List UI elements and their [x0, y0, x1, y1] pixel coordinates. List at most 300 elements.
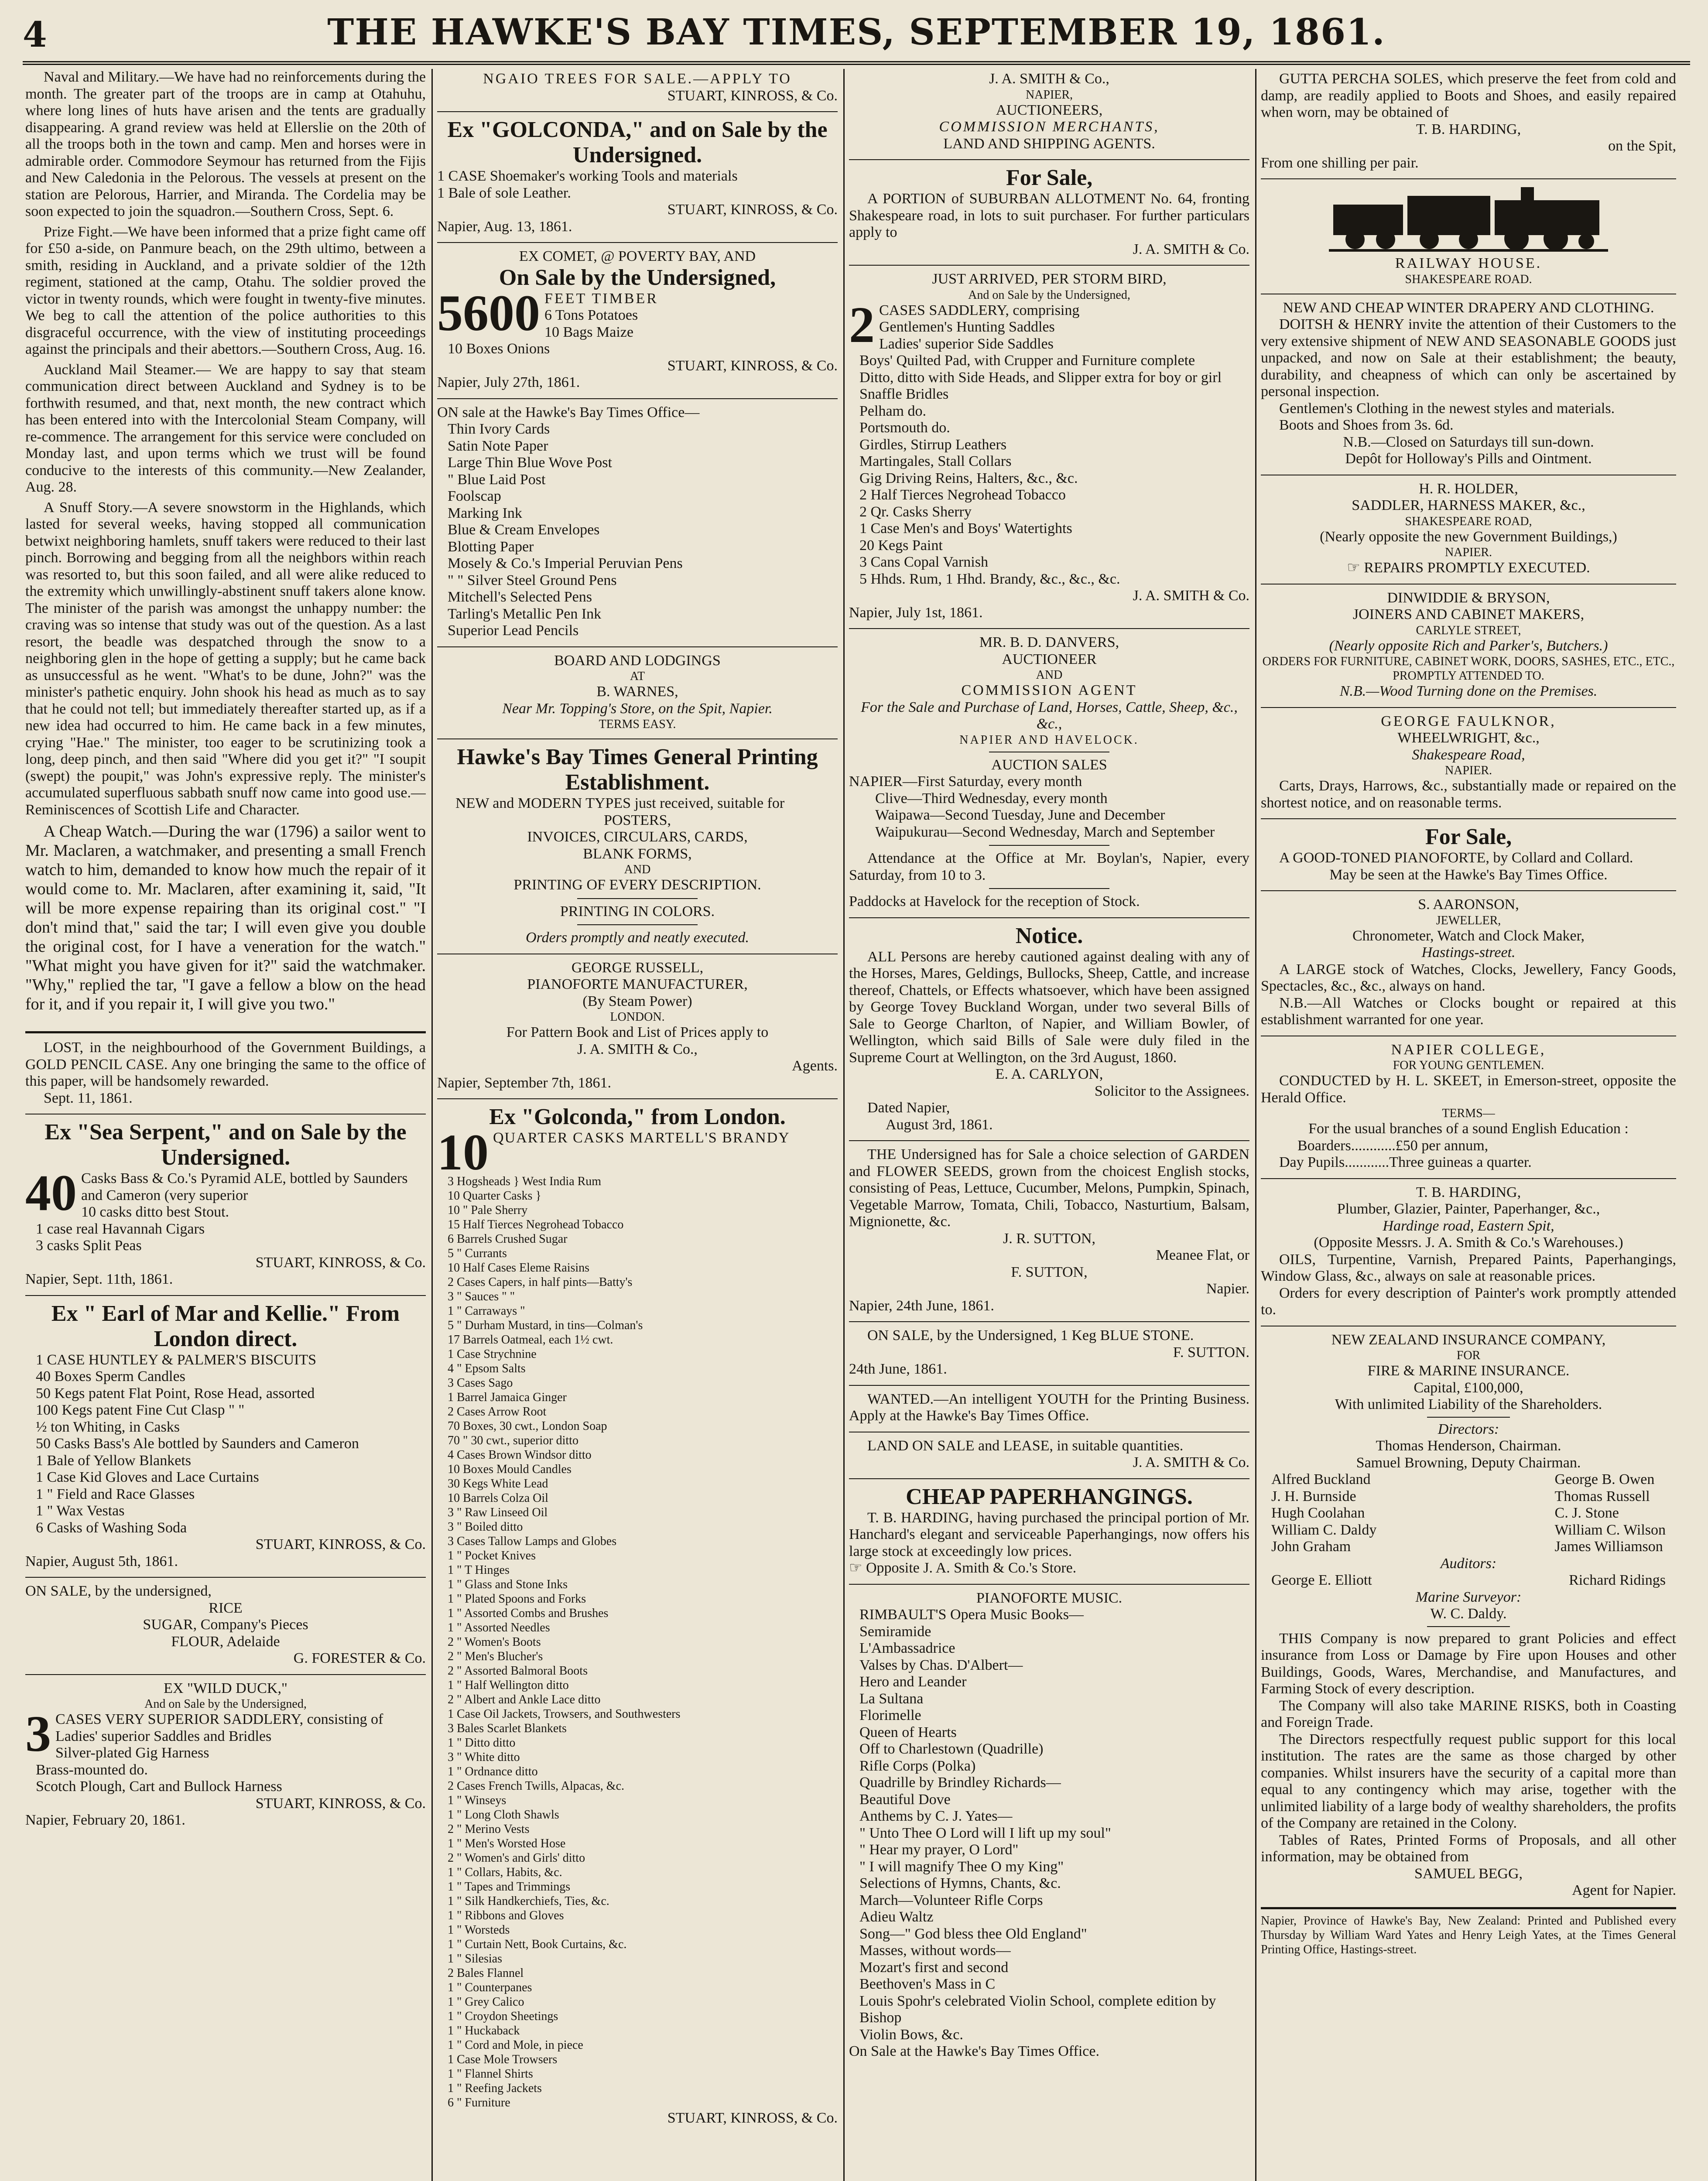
ad-text: ORDERS FOR FURNITURE, CABINET WORK, DOORS, SASHES, ETC., ETC., PROMPTLY ATTENDED TO. — [1262, 655, 1675, 683]
list-item: Blotting Paper — [448, 538, 534, 555]
item-list — [437, 421, 838, 639]
list-item: Snaffle Bridles — [859, 386, 949, 402]
ad-aaronson — [1261, 895, 1676, 1032]
ad-text: For the Sale and Purchase of Land, Horses, Cattle, Sheep, &c., &c., — [861, 699, 1238, 732]
ad-address: Hardinge road, Eastern Spit, — [1383, 1217, 1554, 1234]
list-item: Brass-mounted do. — [36, 1761, 148, 1778]
list-item: Scotch Plough, Cart and Bullock Harness — [36, 1778, 282, 1795]
ad-heading: EX "WILD DUCK," — [164, 1680, 288, 1696]
item-list — [849, 1607, 1249, 2043]
column-rule — [431, 69, 433, 2181]
divider — [849, 265, 1249, 266]
list-item: Ladies' superior Saddles and Bridles — [55, 1728, 272, 1744]
list-item: 2 " Assorted Balmoral Boots — [448, 1664, 588, 1678]
ad-text: THIS Company is now prepared to grant Policies and effect insurance from Loss or Damage by Fire upon Houses and other Buildings, Goods, Wares, Merchandise, and Manufactures, and Farming Stock of every description. — [1261, 1630, 1676, 1697]
ad-text: A LARGE stock of Watches, Clocks, Jewellery, Fancy Goods, Spectacles, &c., &c., always on hand. — [1261, 961, 1676, 994]
newspaper-title: THE HAWKE'S BAY TIMES, SEPTEMBER 19, 1861. — [327, 11, 1386, 53]
list-item: 10 " Pale Sherry — [448, 1203, 528, 1217]
list-item: 1 " Long Cloth Shawls — [448, 1808, 559, 1822]
divider — [1261, 890, 1676, 891]
ad-heading: PIANOFORTE MUSIC. — [976, 1590, 1123, 1606]
divider — [437, 398, 838, 399]
ad-subheading: FIRE & MARINE INSURANCE. — [1367, 1363, 1570, 1379]
masthead — [23, 10, 1690, 65]
lost-date: Sept. 11, 1861. — [44, 1090, 133, 1106]
ad-text: NEW and MODERN TYPES just received, suitable for — [455, 795, 785, 811]
list-item: Song—" God bless thee Old England" — [859, 1925, 1087, 1942]
list-item: Hugh Coolahan — [1271, 1505, 1365, 1521]
list-item: 1 Bale of sole Leather. — [437, 185, 571, 201]
list-item: 10 Boxes Onions — [448, 341, 550, 357]
column-rule — [1255, 69, 1256, 2181]
list-item: 1 " T Hinges — [448, 1563, 510, 1577]
ad-text: N.B.—Closed on Saturdays till sun-down. — [1343, 434, 1594, 450]
list-item: Adieu Waltz — [859, 1909, 934, 1925]
ad-signature: STUART, KINROSS, & Co. — [255, 1795, 426, 1812]
list-item: BLANK FORMS, — [583, 845, 692, 862]
divider — [25, 1031, 426, 1033]
list-item: Waipawa—Second Tuesday, June and December — [875, 807, 1165, 823]
list-item: 1 " Flannel Shirts — [448, 2067, 533, 2081]
list-item: Gig Driving Reins, Halters, &c., &c. — [859, 470, 1078, 486]
ad-sea-serpent — [25, 1118, 426, 1292]
divider — [1427, 1417, 1510, 1418]
list-item: 2 " Merino Vests — [448, 1822, 530, 1836]
list-item: 3 Cases Sago — [448, 1376, 513, 1390]
ad-text: Gentlemen's Clothing in the newest styles and materials. — [1279, 400, 1615, 417]
ad-date: Napier, August 5th, 1861. — [25, 1553, 178, 1569]
ad-winter-drapery — [1261, 298, 1676, 471]
ad-text: Carts, Drays, Harrows, &c., substantially made or repaired on the shortest notice, and on reasonable terms. — [1261, 778, 1676, 811]
divider — [849, 159, 1249, 160]
ad-comet — [437, 246, 838, 395]
list-item: 50 Kegs patent Flat Point, Rose Head, assorted — [36, 1385, 315, 1402]
ad-text: Directors: — [1438, 1421, 1499, 1437]
list-item: Richard Ridings — [1569, 1572, 1666, 1588]
list-item: 4 " Epsom Salts — [448, 1362, 526, 1375]
directors-right — [1555, 1471, 1666, 1555]
divider — [25, 1577, 426, 1578]
ad-text: AUCTIONEERS, — [996, 102, 1103, 118]
list-item: Portsmouth do. — [859, 420, 950, 436]
locomotive-icon — [1329, 187, 1608, 253]
ad-text: Solicitor to the Assignees. — [1094, 1083, 1249, 1099]
ad-text: AND — [1036, 668, 1063, 682]
ad-text: Thomas Henderson, Chairman. — [1376, 1438, 1561, 1454]
ad-board-lodgings — [437, 651, 838, 735]
divider — [1261, 1178, 1676, 1179]
list-item: Thin Ivory Cards — [448, 421, 550, 437]
ad-heading: Ex "Golconda," from London. — [489, 1104, 786, 1129]
divider — [1261, 1907, 1676, 1909]
ad-text: (Nearly opposite Rich and Parker's, Butchers.) — [1329, 637, 1608, 654]
list-item: PRINTING OF EVERY DESCRIPTION. — [513, 877, 761, 893]
ad-heading: AUCTION SALES — [991, 756, 1107, 773]
list-item: 10 Barrels Colza Oil — [448, 1491, 548, 1505]
list-item: " Blue Laid Post — [448, 471, 546, 488]
ad-signature: E. A. CARLYON, — [995, 1066, 1103, 1082]
pointing-hand-icon: ☞ — [1347, 560, 1364, 576]
ad-text: COMMISSION AGENT — [961, 682, 1137, 698]
ad-subheading: JOINERS AND CABINET MAKERS, — [1352, 606, 1585, 622]
ad-dinwiddie — [1261, 588, 1676, 704]
item-list — [25, 1352, 426, 1537]
list-item: Anthems by C. J. Yates— — [859, 1808, 1013, 1824]
column-3 — [849, 69, 1249, 2181]
list-item: James Williamson — [1554, 1538, 1663, 1555]
ad-text: Samuel Browning, Deputy Chairman. — [1356, 1454, 1581, 1471]
ad-signature: J. R. SUTTON, — [1003, 1230, 1095, 1247]
ad-text: ALL Persons are hereby cautioned against dealing with any of the Horses, Mares, Geldings, Bullocks, Sheep, Cattle, and increase thereof, Chattels, or Effects whatsoever, which have been assigned by George Tovey Buckland Worgan, under two several Bills of Sale to George Charlton, of Napier, and William Bowler, of Wellington, which said Bills of Sale were duly filed in the Supreme Court at Wellington, on the 3rd August, 1860. — [849, 948, 1249, 1066]
ad-text: FOR — [1456, 1349, 1481, 1362]
ad-text: AUCTIONEER — [1002, 651, 1097, 667]
list-item: ½ ton Whiting, in Casks — [36, 1419, 180, 1435]
ad-harding-plumber — [1261, 1183, 1676, 1322]
ad-heading: For Sale, — [1006, 165, 1093, 190]
ad-signature: STUART, KINROSS, & Co. — [255, 1536, 426, 1552]
list-item: Mozart's first and second — [859, 1959, 1009, 1976]
list-item: 5 " Currants — [448, 1247, 507, 1260]
ad-wild-duck — [25, 1678, 426, 1832]
list-item: CASES VERY SUPERIOR SADDLERY, consisting of — [55, 1711, 383, 1727]
list-item: " I will magnify Thee O my King" — [859, 1858, 1064, 1875]
ad-danvers — [849, 632, 1249, 914]
list-item: Marking Ink — [448, 505, 522, 521]
list-item: 4 Cases Brown Windsor ditto — [448, 1448, 592, 1462]
list-item: 10 casks ditto best Stout. — [81, 1204, 229, 1220]
divider — [989, 845, 1109, 846]
list-item: George B. Owen — [1554, 1471, 1655, 1487]
list-item: 1 CASE HUNTLEY & PALMER'S BISCUITS — [36, 1351, 317, 1368]
list-item: 3 Bales Scarlet Blankets — [448, 1722, 567, 1735]
ad-text: NAPIER AND HAVELOCK. — [959, 733, 1139, 747]
ad-text: Orders for every description of Painter's work promptly attended to. — [1261, 1285, 1676, 1318]
ad-text: GUTTA PERCHA SOLES, which preserve the feet from cold and damp, are readily applied to Boots and Shoes, and easily repaired when worn, may be obtained of — [1261, 71, 1676, 120]
ad-text: PRINTING IN COLORS. — [560, 903, 715, 920]
list-item: Florimelle — [859, 1707, 921, 1723]
list-item: 10 Half Cases Eleme Raisins — [448, 1261, 590, 1275]
ad-wanted — [849, 1389, 1249, 1428]
ad-heading: J. A. SMITH & Co., — [989, 71, 1109, 87]
ad-heading: Hawke's Bay Times General Printing Establishment. — [457, 745, 818, 795]
list-item: 10 Bags Maize — [544, 324, 633, 340]
ad-text: NAPIER, — [1025, 88, 1073, 102]
list-item: SUGAR, Company's Pieces — [143, 1617, 308, 1633]
list-item: FEET TIMBER — [544, 290, 658, 307]
ad-address: Opposite J. A. Smith & Co.'s Store. — [866, 1560, 1077, 1576]
ad-number: 3 — [25, 1705, 51, 1762]
ad-text: N.B.—All Watches or Clocks bought or repaired at this establishment warranted for one year. — [1261, 995, 1676, 1028]
list-item: 1 Case Men's and Boys' Watertights — [859, 520, 1072, 537]
ad-date: 24th June, 1861. — [849, 1361, 947, 1377]
ad-signature: J. A. SMITH & Co., — [577, 1041, 698, 1057]
item-list — [25, 1705, 426, 1795]
divider — [989, 888, 1109, 889]
divider — [577, 924, 697, 925]
ad-heading: S. AARONSON, — [1418, 896, 1519, 913]
list-item: 1 " Tapes and Trimmings — [448, 1880, 571, 1894]
list-item: 1 " Counterpanes — [448, 1981, 532, 1994]
ad-text: From one shilling per pair. — [1261, 154, 1419, 171]
list-item: 5 " Durham Mustard, in tins—Colman's — [448, 1319, 643, 1332]
divider — [849, 1478, 1249, 1479]
list-item: Blue & Cream Envelopes — [448, 522, 600, 538]
ad-subheading: And on Sale by the Undersigned, — [968, 288, 1130, 302]
ad-text: Agents. — [792, 1058, 838, 1074]
ad-text: Boots and Shoes from 3s. 6d. — [1279, 417, 1454, 433]
ad-text: For the usual branches of a sound English Education : — [1308, 1121, 1629, 1137]
list-item: 10 Quarter Casks } — [448, 1189, 541, 1203]
list-item: RICE — [209, 1600, 243, 1616]
list-item: 1 " Glass and Stone Inks — [448, 1578, 568, 1591]
ad-heading: GEORGE FAULKNOR, — [1381, 713, 1556, 729]
ad-text: AT — [630, 670, 645, 683]
ad-number: 40 — [25, 1164, 77, 1221]
list-item: Louis Spohr's celebrated Violin School, complete edition by Bishop — [859, 1993, 1216, 2026]
list-item: 1 " Carraways " — [448, 1304, 525, 1318]
ad-heading: H. R. HOLDER, — [1419, 480, 1518, 497]
list-item: Martingales, Stall Collars — [859, 453, 1012, 469]
list-item: Masses, without words— — [859, 1942, 1011, 1959]
ad-signature: STUART, KINROSS, & Co. — [667, 87, 838, 104]
ad-signature: STUART, KINROSS, & Co. — [667, 357, 838, 374]
ad-text: (Opposite Messrs. J. A. Smith & Co.'s Warehouses.) — [1314, 1234, 1623, 1251]
list-item: 1 " Plated Spoons and Forks — [448, 1592, 586, 1606]
list-item: Girdles, Stirrup Leathers — [859, 436, 1007, 453]
divider — [25, 1295, 426, 1296]
list-item: 1 " Half Wellington ditto — [448, 1678, 569, 1692]
ad-subheading: WHEELWRIGHT, &c., — [1397, 730, 1540, 746]
list-item: AND — [624, 863, 651, 876]
ad-earl-of-mar — [25, 1299, 426, 1574]
list-item: 1 " Silesias — [448, 1952, 502, 1966]
ad-heading: For Sale, — [1425, 824, 1512, 849]
list-item: 1 " Ribbons and Gloves — [448, 1909, 564, 1922]
ad-date: August 3rd, 1861. — [886, 1116, 993, 1133]
ad-subheading: And on Sale by the Undersigned, — [144, 1697, 307, 1711]
list-item: 6 Barrels Crushed Sugar — [448, 1232, 568, 1246]
list-item: Gentlemen's Hunting Saddles — [879, 319, 1055, 335]
ad-heading: T. B. HARDING, — [1416, 1184, 1521, 1200]
ad-subheading: On Sale by the Undersigned, — [499, 265, 776, 290]
ad-text: Auditors: — [1440, 1555, 1497, 1572]
ad-seeds — [849, 1145, 1249, 1318]
divider — [437, 646, 838, 647]
list-item: 2 Bales Flannel — [448, 1966, 524, 1980]
ad-name: B. WARNES, — [596, 684, 678, 700]
divider — [577, 898, 697, 899]
list-item: Tarling's Metallic Pen Ink — [448, 605, 602, 622]
list-item: 6 Casks of Washing Soda — [36, 1519, 187, 1536]
list-item: Ladies' superior Side Saddles — [879, 335, 1054, 352]
list-item: 1 Barrel Jamaica Ginger — [448, 1391, 567, 1404]
list-item: 2 Qr. Casks Sherry — [859, 503, 972, 520]
list-item: Casks Bass & Co.'s Pyramid ALE, bottled by Saunders and Cameron (very superior — [81, 1170, 408, 1203]
ad-text: WANTED.—An intelligent YOUTH for the Printing Business. Apply at the Hawke's Bay Times Office. — [849, 1391, 1249, 1424]
ad-date: Napier, July 27th, 1861. — [437, 374, 580, 390]
list-item: 1 Bale of Yellow Blankets — [36, 1452, 192, 1469]
ad-text: (By Steam Power) — [582, 993, 692, 1009]
ad-text: LAND ON SALE and LEASE, in suitable quantities. — [867, 1437, 1184, 1454]
divider — [849, 1584, 1249, 1585]
ad-text: NGAIO TREES FOR SALE.—APPLY TO — [483, 71, 792, 87]
list-item: 3 " Sauces " " — [448, 1290, 515, 1303]
divider — [849, 1140, 1249, 1141]
ad-napier-college — [1261, 1040, 1676, 1175]
list-item: 2 " Women's Boots — [448, 1635, 541, 1649]
ad-lost-pencil — [25, 1038, 426, 1110]
list-item: 17 Barrels Oatmeal, each 1½ cwt. — [448, 1333, 613, 1347]
list-item: " Unto Thee O Lord will I lift up my soul" — [859, 1825, 1111, 1841]
list-item: Semiramide — [859, 1623, 931, 1640]
ad-signature: J. A. SMITH & Co. — [1133, 1454, 1249, 1470]
divider — [437, 242, 838, 243]
ad-address: Hastings-street. — [1421, 944, 1516, 961]
list-item: Large Thin Blue Wove Post — [448, 455, 612, 471]
list-item: 1 " Worsteds — [448, 1923, 510, 1937]
page-number: 4 — [23, 14, 47, 55]
item-list — [25, 1164, 426, 1255]
divider — [1427, 1626, 1510, 1627]
divider — [849, 1385, 1249, 1386]
ad-subheading: PIANOFORTE MANUFACTURER, — [527, 976, 748, 992]
list-item: George E. Elliott — [1271, 1572, 1372, 1588]
pointing-hand-icon: ☞ — [849, 1560, 866, 1576]
ad-text: T. B. HARDING, having purchased the principal portion of Mr. Hanchard's elegant and serviceable Paperhangings, now offers his large stock at exceedingly low prices. — [849, 1509, 1249, 1559]
list-item: Thomas Russell — [1554, 1488, 1650, 1504]
ad-heading: GEORGE RUSSELL, — [571, 959, 704, 976]
divider — [437, 738, 838, 739]
ad-insurance — [1261, 1330, 1676, 1903]
ad-heading: MR. B. D. DANVERS, — [979, 634, 1119, 650]
list-item: Clive—Third Wednesday, every month — [875, 790, 1108, 807]
list-item: 20 Kegs Paint — [859, 537, 943, 554]
ad-notice — [849, 922, 1249, 1137]
list-item: 1 " Reefing Jackets — [448, 2082, 542, 2095]
ad-heading: Ex "Sea Serpent," and on Sale by the Undersigned. — [44, 1120, 407, 1170]
ad-subheading: Chronometer, Watch and Clock Maker, — [1352, 927, 1585, 944]
list-item: FLOUR, Adelaide — [171, 1633, 280, 1650]
list-item: March—Volunteer Rifle Corps — [859, 1892, 1043, 1908]
divider — [437, 1098, 838, 1099]
list-item: 1 Case Mole Trowsers — [448, 2053, 558, 2066]
list-item: Boys' Quilted Pad, with Crupper and Furniture complete — [859, 352, 1195, 369]
list-item: 1 " Pocket Knives — [448, 1549, 536, 1562]
ad-text: THE Undersigned has for Sale a choice selection of GARDEN and FLOWER SEEDS, grown from the choicest English stocks, consisting of Peas, Lettuce, Cucumber, Melons, Pumpkin, Spinach, Vegetable Marrow, Tomata, Chili, Tobacco, Nasturtium, Balsam, Mignionette, &c. — [849, 1146, 1249, 1230]
ad-text: TERMS— — [1442, 1107, 1495, 1120]
ad-number: 5600 — [437, 284, 540, 342]
ad-golconda — [437, 116, 838, 239]
list-item: 30 Kegs White Lead — [448, 1477, 548, 1490]
list-item: 1 " Assorted Needles — [448, 1621, 550, 1634]
list-item: 1 Case Oil Jackets, Trowsers, and Southwesters — [448, 1707, 681, 1721]
ad-text: REPAIRS PROMPTLY EXECUTED. — [1364, 560, 1590, 576]
ad-text: A PORTION of SUBURBAN ALLOTMENT No. 64, fronting Shakespeare road, in lots to suit purchaser. For further particulars apply to — [849, 191, 1249, 240]
ad-forester — [25, 1581, 426, 1671]
ad-heading: DINWIDDIE & BRYSON, — [1387, 589, 1550, 606]
list-item: 1 Case Kid Gloves and Lace Curtains — [36, 1469, 259, 1485]
ad-date: Napier, July 1st, 1861. — [849, 604, 983, 621]
divider — [849, 1321, 1249, 1322]
list-item: 100 Kegs patent Fine Cut Clasp " " — [36, 1402, 245, 1418]
ad-signature: F. SUTTON, — [1011, 1264, 1088, 1280]
ad-heading: CHEAP PAPERHANGINGS. — [906, 1484, 1193, 1509]
list-item: John Graham — [1271, 1538, 1351, 1555]
list-item: L'Ambassadrice — [859, 1640, 955, 1656]
list-item: INVOICES, CIRCULARS, CARDS, — [527, 829, 748, 845]
list-item: POSTERS, — [604, 812, 671, 828]
ad-text: With unlimited Liability of the Shareholders. — [1335, 1396, 1602, 1412]
ad-text: SHAKESPEARE ROAD. — [1405, 272, 1532, 286]
ad-subheading: SADDLER, HARNESS MAKER, &c., — [1352, 497, 1585, 513]
list-item: 10 Boxes Mould Candles — [448, 1463, 572, 1476]
list-item: 3 " White ditto — [448, 1750, 520, 1764]
list-item: 1 " Grey Calico — [448, 1995, 524, 2009]
list-item: 1 " Cord and Mole, in piece — [448, 2038, 583, 2052]
directors-list — [1261, 1471, 1676, 1555]
ad-number: 2 — [849, 296, 875, 353]
ad-signature: J. A. SMITH & Co. — [1133, 241, 1249, 257]
ad-text: on the Spit, — [1608, 138, 1676, 154]
list-item: 2 Cases French Twills, Alpacas, &c. — [448, 1779, 625, 1793]
ad-heading: NEW AND CHEAP WINTER DRAPERY AND CLOTHING. — [1283, 299, 1654, 316]
ad-text: Paddocks at Havelock for the reception of Stock. — [849, 893, 1140, 909]
list-item: La Sultana — [859, 1690, 924, 1707]
ad-stationery — [437, 403, 838, 643]
list-item: William C. Daldy — [1271, 1521, 1377, 1538]
ad-text: LONDON. — [610, 1010, 665, 1024]
ad-text: Napier. — [1206, 1281, 1249, 1297]
list-item: Alfred Buckland — [1271, 1471, 1371, 1487]
list-item: C. J. Stone — [1554, 1505, 1619, 1521]
ad-address: Near Mr. Topping's Store, on the Spit, Napier. — [502, 700, 773, 717]
column-1 — [25, 69, 426, 2181]
ad-text — [1261, 560, 1676, 577]
ad-subheading: FOR YOUNG GENTLEMEN. — [1393, 1059, 1544, 1072]
ad-text: Agent for Napier. — [1572, 1882, 1676, 1898]
divider — [1261, 707, 1676, 708]
ad-text: On Sale at the Hawke's Bay Times Office. — [849, 2043, 1099, 2059]
ad-paperhangings — [849, 1483, 1249, 1580]
ad-smith-agency — [849, 69, 1249, 156]
ad-pianoforte-music — [849, 1588, 1249, 2064]
list-item: 1 " Silk Handkerchiefs, Ties, &c. — [448, 1894, 609, 1908]
divider — [1261, 584, 1676, 585]
auditors-list — [1261, 1572, 1676, 1589]
list-item: Violin Bows, &c. — [859, 2026, 963, 2043]
ad-text: (Nearly opposite the new Government Buildings,) — [1320, 528, 1617, 545]
list-item: 1 " Winseys — [448, 1794, 507, 1807]
item-list — [849, 296, 1249, 588]
ad-pianoforte-sale — [1261, 823, 1676, 887]
ad-heading: JUST ARRIVED, PER STORM BIRD, — [932, 271, 1167, 287]
ad-text: Capital, £100,000, — [1414, 1379, 1523, 1396]
list-item: 1 " Huckaback — [448, 2024, 520, 2037]
list-item: Beethoven's Mass in C — [859, 1976, 996, 1992]
list-item: 70 Boxes, 30 cwt., London Soap — [448, 1419, 607, 1433]
ad-signature: F. SUTTON. — [1173, 1344, 1249, 1361]
list-item: 3 Cans Copal Varnish — [859, 554, 988, 570]
list-item: Foolscap — [448, 488, 501, 504]
ad-date: Napier, Sept. 11th, 1861. — [25, 1271, 173, 1287]
divider — [1261, 178, 1676, 179]
list-item: 2 " Albert and Ankle Lace ditto — [448, 1693, 601, 1706]
ad-golconda-london — [437, 1103, 838, 2130]
list-item: Mosely & Co.'s Imperial Peruvian Pens — [448, 555, 683, 571]
list-item: 3 " Raw Linseed Oil — [448, 1506, 548, 1519]
ad-printing — [437, 743, 838, 950]
list-item: 2 " Men's Blucher's — [448, 1650, 543, 1663]
